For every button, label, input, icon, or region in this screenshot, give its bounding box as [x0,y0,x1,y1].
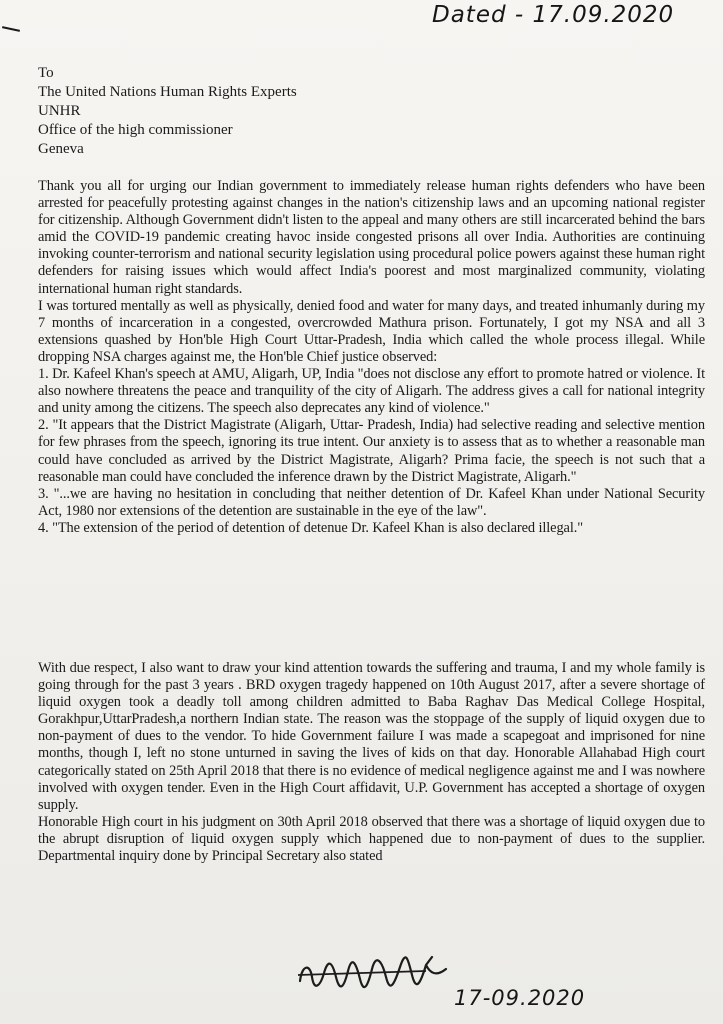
observation-point-1: 1. Dr. Kafeel Khan's speech at AMU, Aligarh, UP, India "does not disclose any effort to promote hatred or violence. It also nowhere threatens the peace and tranquility of the city of Aligarh. The address gives a call for national integrity and unity among the citizens. The speech also deprecates any kind of violence." [38,366,705,417]
address-line: UNHR [38,103,81,119]
address-line: Geneva [38,141,84,157]
torture-paragraph: I was tortured mentally as well as physically, denied food and water for many days, and treated inhumanly during my 7 months of incarceration in a congested, overcrowded Mathura prison. Fortunately, I got my NSA and all 3 extensions quashed by Hon'ble High Court Uttar-Pradesh, India which called the whole process illegal. While dropping NSA charges against me, the Hon'ble Chief justice observed: [38,297,705,365]
recipient-address [38,64,297,159]
address-line: Office of the high commissioner [38,122,233,138]
signature-date-handwritten: 17-09.2020 [454,986,586,1010]
judgment-paragraph: Honorable High court in his judgment on 30th April 2018 observed that there was a shortage of liquid oxygen due to the abrupt disruption of liquid oxygen supply which happened due to non-payment of dues to the supplier. Departmental inquiry done by Principal Secretary also stated [38,813,705,865]
brd-paragraph: With due respect, I also want to draw your kind attention towards the suffering and trauma, I and my whole family is going through for the past 3 years . BRD oxygen tragedy happened on 10th August 2017, after a severe shortage of liquid oxygen took a deadly toll among children admitted to Baba Raghav Das Medical College Hospital, Gorakhpur,UttarPradesh,a northern Indian state. The reason was the stoppage of the supply of liquid oxygen due to non-payment of dues to the vendor. To hide Government failure I was made a scapegoat and imprisoned for nine months, though I, left no stone unturned in saving the lives of kids on that day. Honorable Allahabad High court categorically stated on 25th April 2018 that there is no evidence of medical negligence against me and I was nowhere involved with oxygen tender. Even in the High Court affidavit, U.P. Government has accepted a shortage of oxygen supply. [38,660,705,813]
intro-paragraph: Thank you all for urging our Indian government to immediately release human rights defenders who have been arrested for peacefully protesting against changes in the nation's citizenship laws and an upcoming national register for citizenship. Although Government didn't listen to the appeal and many others are still incarcerated behind the bars amid the COVID-19 pandemic creating havoc inside congested prisons all over India. Authorities are continuing invoking counter-terrorism and national security legislation using procedural police powers against these human right defenders for raising issues which would affect India's poorest and most marginalized community, violating international human right standards. [38,178,705,297]
observation-point-3: 3. "...we are having no hesitation in concluding that neither detention of Dr. Kafeel Khan under National Security Act, 1980 nor extensions of the detention are sustainable in the eye of the law". [38,485,705,519]
observation-point-2: 2. "It appears that the District Magistrate (Aligarh, Uttar- Pradesh, India) had selective reading and selective mention for few phrases from the speech, ignoring its true intent. Our anxiety is to assess that as to whether a reasonable man could have concluded as arrived by the District Magistrate, Aligarh? Prima facie, the speech is not such that a reasonable man could have concluded the inference drawn by the District Magistrate, Aligarh." [38,417,705,485]
address-line: To [38,65,54,81]
letter-body-part-2 [38,660,705,865]
letter-body-part-1 [38,178,705,537]
handwritten-signature [296,951,456,993]
observation-point-4: 4. "The extension of the period of detention of detenue Dr. Kafeel Khan is also declared illegal." [38,519,584,536]
address-line: The United Nations Human Rights Experts [38,84,297,100]
pen-mark [2,26,20,32]
dated-handwritten: Dated - 17.09.2020 [432,2,675,28]
